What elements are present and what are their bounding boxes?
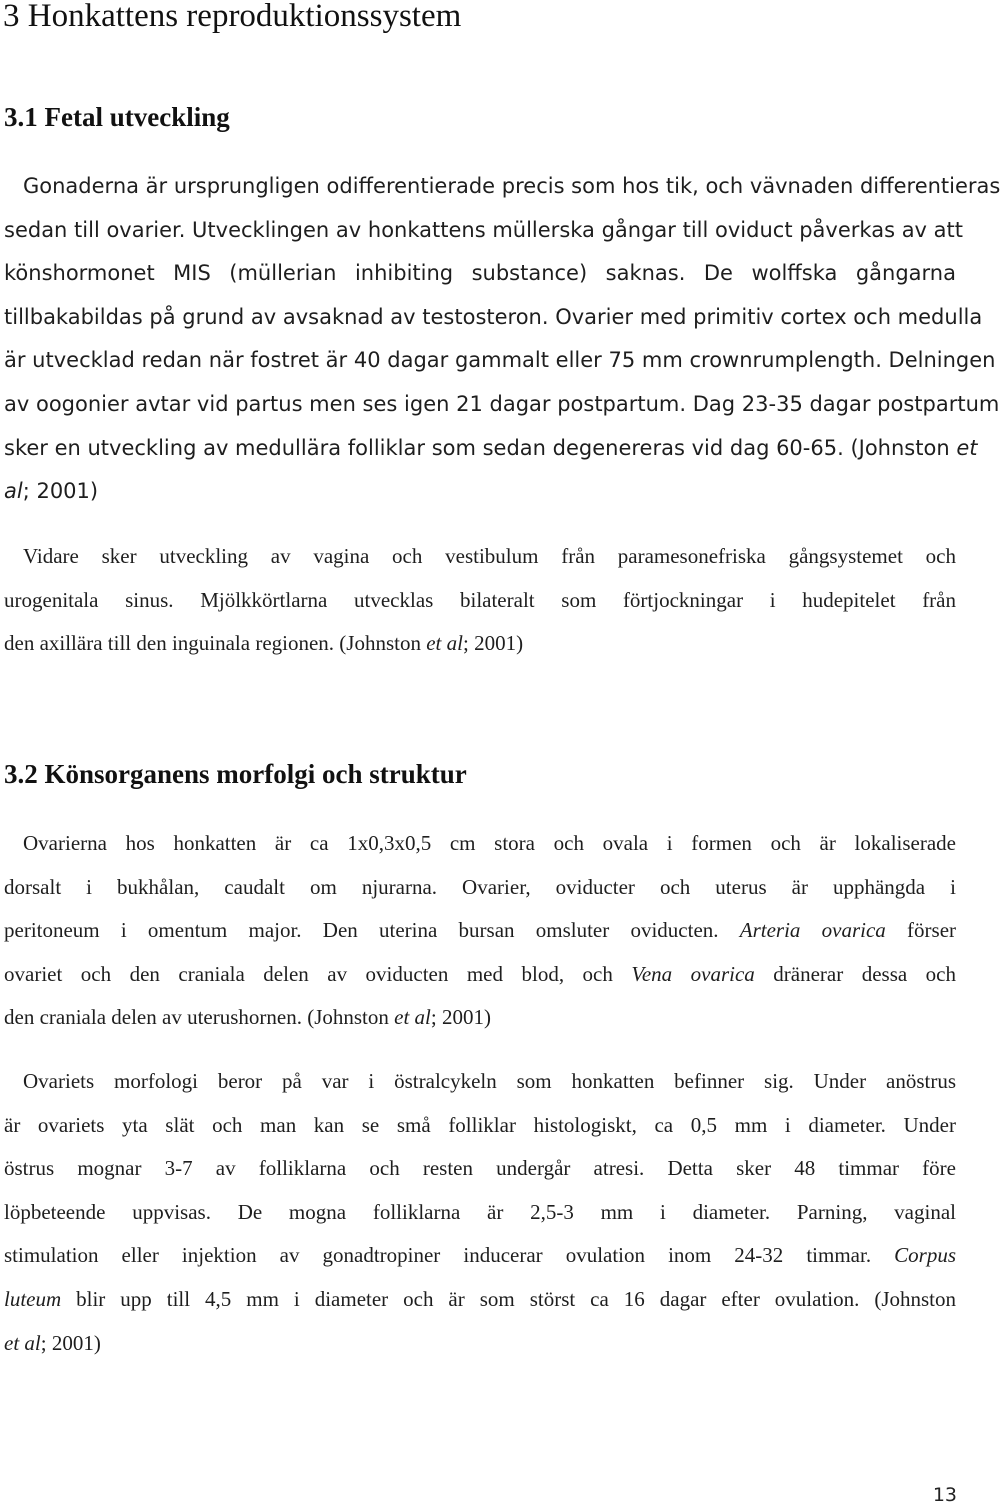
paragraph-fetal-development: [4, 165, 1000, 514]
text-segment: den craniala delen av uterushornen. (Johnston: [4, 1005, 389, 1030]
italic-text: Arteria ovarica: [739, 918, 886, 943]
text-line: [4, 470, 956, 514]
text-line: Gonaderna är ursprungligen odifferentierade precis som hos tik, och vävnaden differentieras: [23, 174, 1000, 198]
text-line: av oogonier avtar vid partus men ses igen 21 dagar postpartum. Dag 23-35 dagar postpartum: [4, 391, 1000, 416]
text-line: sedan till ovarier. Utvecklingen av honkattens müllerska gångar till oviduct påverkas av att: [4, 217, 963, 242]
text-line: är ovariets yta slät och man kan se små folliklar histologiskt, ca 0,5 mm i diameter. Under: [4, 1112, 956, 1137]
italic-text: Corpus: [894, 1243, 957, 1268]
text-segment: förser: [907, 918, 957, 943]
text-line: [4, 996, 956, 1040]
text-segment: sker en utveckling av medullära folliklar som sedan degenereras vid dag 60-65. (Johnston: [4, 435, 950, 460]
text-segment: blir upp till 4,5 mm i diameter och är som störst ca 16 dagar efter ovulation. (Johnston: [76, 1286, 957, 1311]
text-line: Ovarierna hos honkatten är ca 1x0,3x0,5 cm stora och ovala i formen och är lokaliserade: [23, 831, 956, 855]
text-line: [4, 953, 956, 997]
text-segment: ; 2001): [462, 631, 524, 656]
text-line: Vidare sker utveckling av vagina och vestibulum från paramesonefriska gångsystemet och: [23, 544, 956, 568]
italic-text: et al: [426, 631, 463, 656]
text-line: [4, 1234, 956, 1278]
text-segment: stimulation eller injektion av gonadtropiner inducerar ovulation inom 24-32 timmar.: [4, 1243, 872, 1268]
chapter-heading: 3 Honkattens reproduktionssystem: [3, 0, 462, 34]
text-line: dorsalt i bukhålan, caudalt om njurarna. Ovarier, oviducter och uterus är upphängda i: [4, 874, 956, 899]
text-line: [4, 427, 978, 471]
paragraph-vaginal-development: [4, 535, 956, 666]
text-segment: ; 2001): [40, 1330, 101, 1355]
italic-text: et al: [4, 1330, 41, 1355]
text-line: löpbeteende uppvisas. De mogna folliklarna är 2,5-3 mm i diameter. Parning, vaginal: [4, 1199, 956, 1224]
paragraph-ovary-morphology: [4, 1060, 956, 1365]
text-segment: peritoneum i omentum major. Den uterina bursan omsluter oviducten.: [4, 918, 719, 943]
text-line: östrus mognar 3-7 av folliklarna och resten undergår atresi. Detta sker 48 timmar före: [4, 1156, 956, 1181]
text-line: [4, 909, 956, 953]
text-segment: den axillära till den inguinala regionen. (Johnston: [4, 631, 421, 656]
section-heading-fetal-development: 3.1 Fetal utveckling: [4, 102, 230, 132]
text-line: Ovariets morfologi beror på var i östralcykeln som honkatten befinner sig. Under anöstrus: [23, 1069, 956, 1093]
text-segment: ; 2001): [430, 1005, 491, 1030]
text-segment: dränerar dessa och: [773, 961, 957, 986]
italic-text: al: [4, 479, 23, 504]
text-segment: ovariet och den craniala delen av oviducten med blod, och: [4, 961, 613, 986]
text-segment: ; 2001): [22, 479, 99, 504]
text-line: urogenitala sinus. Mjölkkörtlarna utvecklas bilateralt som förtjockningar i hudepitelet från: [4, 587, 956, 612]
italic-text: Vena ovarica: [631, 961, 755, 986]
text-line: [4, 622, 956, 666]
italic-text: luteum: [4, 1286, 62, 1311]
text-line: [4, 1322, 956, 1366]
text-line: [4, 1278, 956, 1322]
section-heading-morphology: 3.2 Könsorganens morfolgi och struktur: [4, 759, 467, 789]
text-line: könshormonet MIS (müllerian inhibiting substance) saknas. De wolffska gångarna: [4, 261, 956, 286]
italic-text: et: [956, 435, 978, 460]
page-number: 13: [932, 1484, 957, 1506]
text-line: är utvecklad redan när fostret är 40 dagar gammalt eller 75 mm crownrumplength. Delningen: [4, 348, 996, 373]
text-line: tillbakabildas på grund av avsaknad av testosteron. Ovarier med primitiv cortex och medulla: [4, 304, 983, 329]
paragraph-ovary-anatomy: [4, 822, 956, 1040]
italic-text: et al: [394, 1005, 431, 1030]
